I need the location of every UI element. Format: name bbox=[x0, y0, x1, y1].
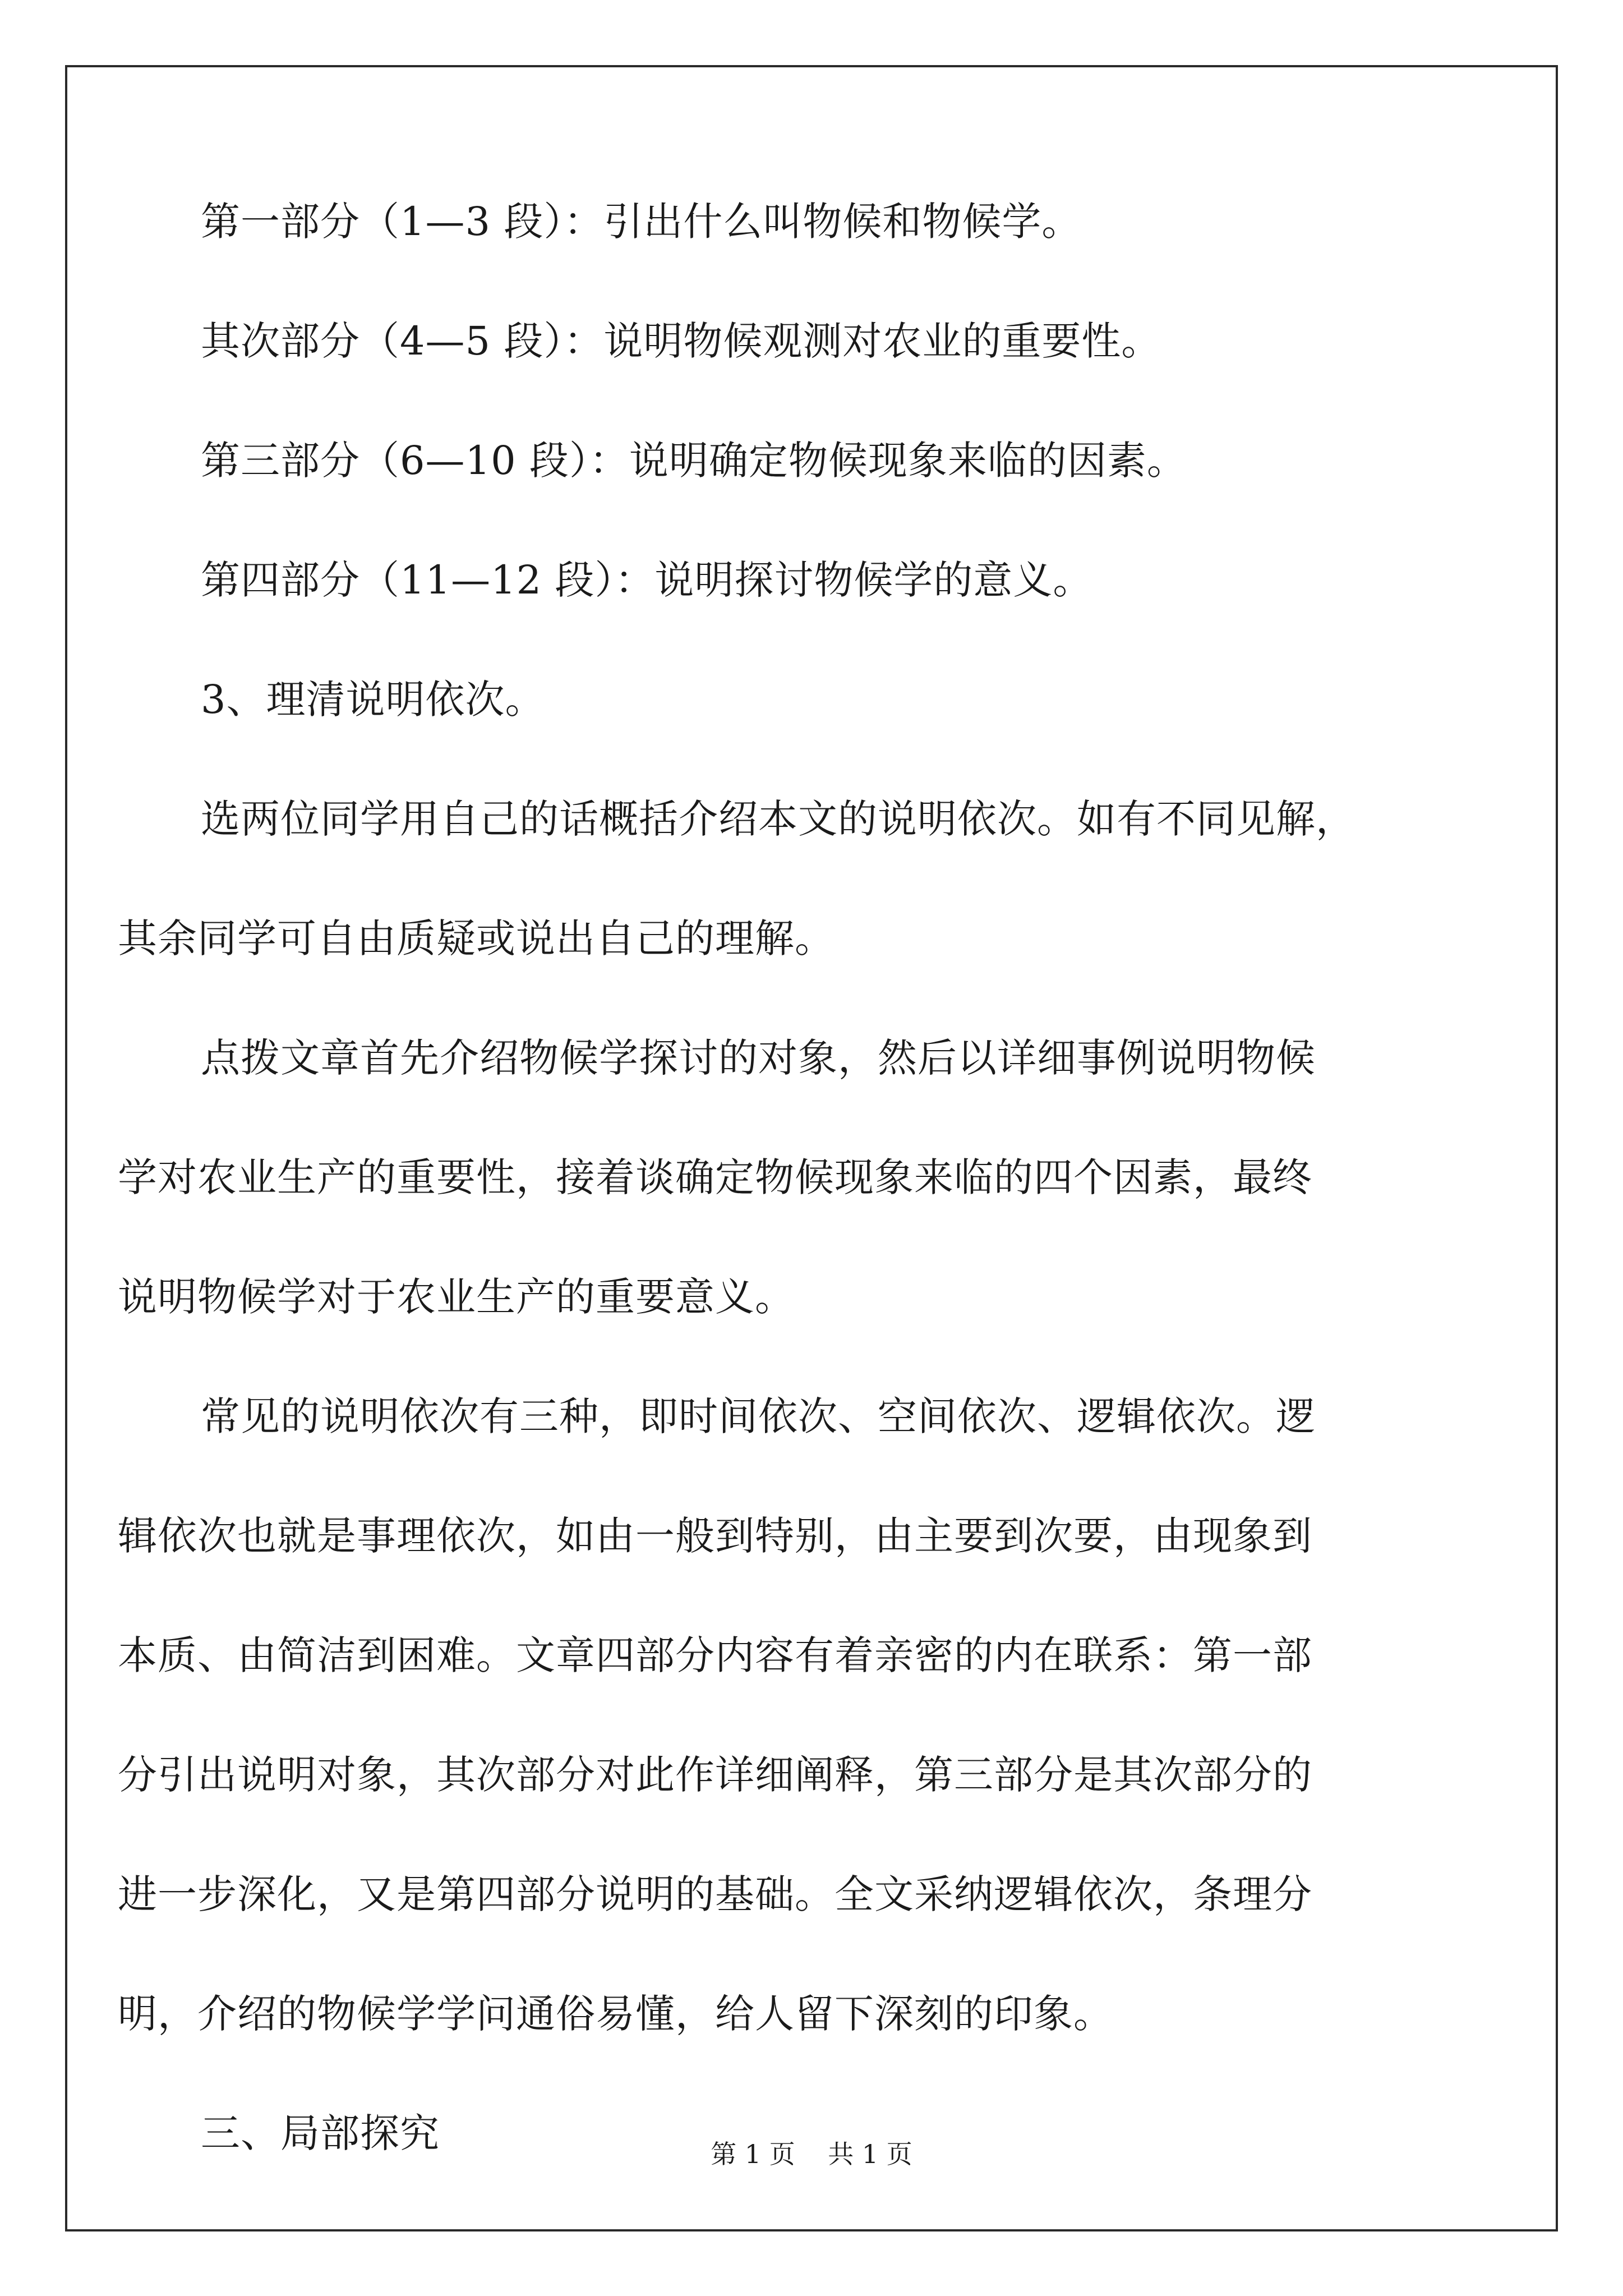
paragraph-line: 学对农业生产的重要性，接着谈确定物候现象来临的四个因素，最终 bbox=[118, 1154, 1312, 1200]
paragraph-line: 点拨文章首先介绍物候学探讨的对象，然后以详细事例说明物候 bbox=[201, 1035, 1316, 1081]
text-line-part-two: 其次部分（4—5 段）：说明物候观测对农业的重要性。 bbox=[201, 318, 1161, 364]
text-line-part-three: 第三部分（6—10 段）：说明确定物候现象来临的因素。 bbox=[201, 438, 1187, 484]
paragraph-line: 说明物候学对于农业生产的重要意义。 bbox=[118, 1274, 795, 1320]
paragraph-line: 明，介绍的物候学学问通俗易懂，给人留下深刻的印象。 bbox=[118, 1991, 1113, 2037]
section-heading-order: 3、理清说明依次。 bbox=[201, 677, 545, 723]
paragraph-line: 本质、由简洁到困难。文章四部分内容有着亲密的内在联系：第一部 bbox=[118, 1632, 1312, 1678]
paragraph-line: 其余同学可自由质疑或说出自己的理解。 bbox=[118, 915, 834, 961]
paragraph-line: 辑依次也就是事理依次，如由一般到特别，由主要到次要，由现象到 bbox=[118, 1513, 1312, 1559]
paragraph-line: 常见的说明依次有三种，即时间依次、空间依次、逻辑依次。逻 bbox=[201, 1393, 1316, 1439]
text-line-part-one: 第一部分（1—3 段）：引出什么叫物候和物候学。 bbox=[201, 199, 1082, 245]
text-line-part-four: 第四部分（11—12 段）：说明探讨物候学的意义。 bbox=[201, 557, 1093, 603]
paragraph-line: 进一步深化，又是第四部分说明的基础。全文采纳逻辑依次，条理分 bbox=[118, 1871, 1312, 1917]
section-heading-local-inquiry: 三、局部探究 bbox=[201, 2110, 440, 2156]
page-number-footer: 第 1 页 共 1 页 bbox=[711, 2139, 912, 2169]
paragraph-line: 分引出说明对象，其次部分对此作详细阐释，第三部分是其次部分的 bbox=[118, 1752, 1312, 1798]
paragraph-line: 选两位同学用自己的话概括介绍本文的说明依次。如有不同见解， bbox=[201, 796, 1355, 842]
